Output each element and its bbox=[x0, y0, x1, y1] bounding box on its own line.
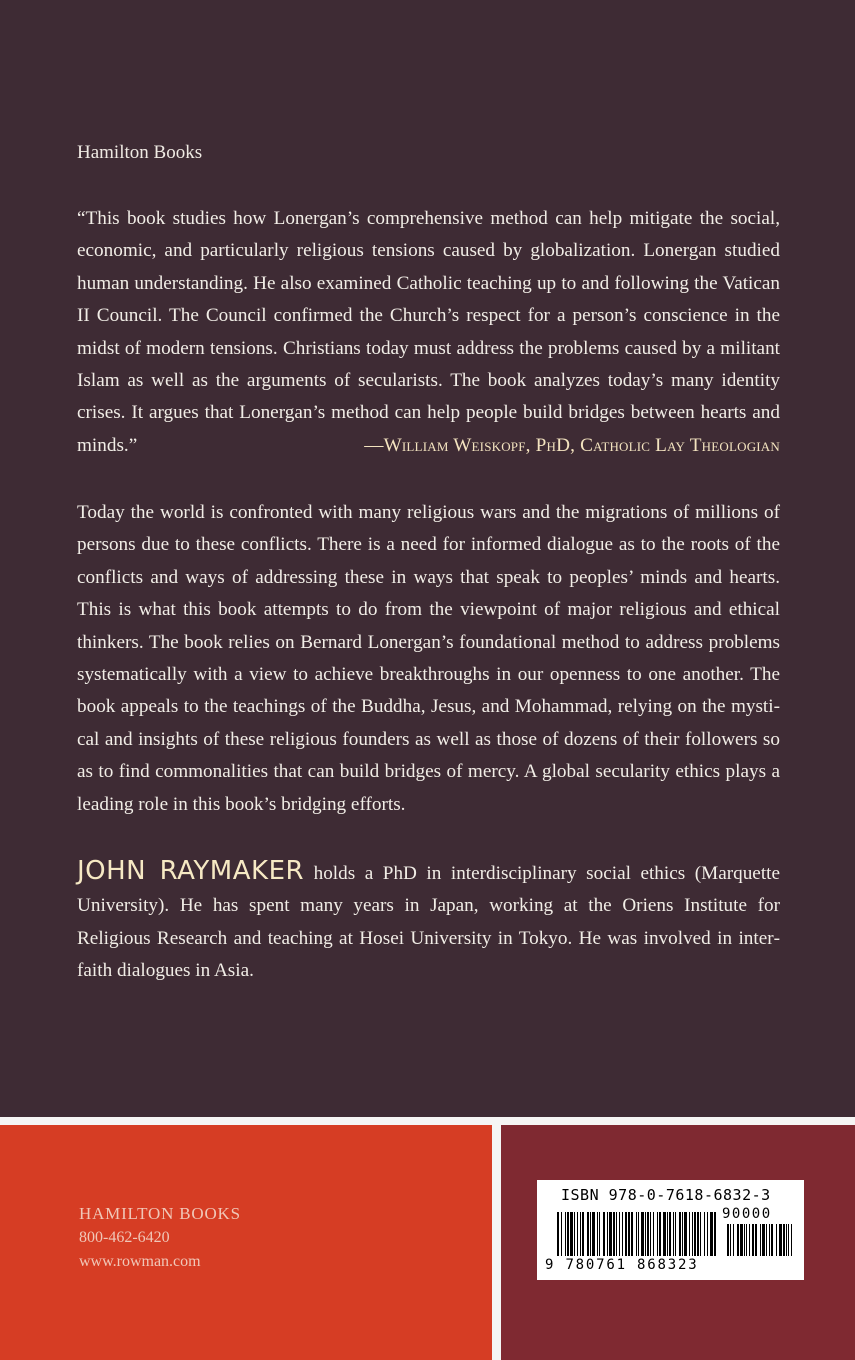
publisher-name-top: Hamilton Books bbox=[77, 142, 203, 163]
author-bio-text: holds a PhD in interdisciplinary social ethics (Marquette University). He has spent many years in Japan, working at the Oriens Institute for Religious Research and teaching at Hosei University in Tokyo. He was involved in interfaith dialogues in Asia. bbox=[77, 863, 780, 982]
endorsement-quote: “This book studies how Lonergan’s comprehensive method can help mitigate the social, economic, and particularly religious tensions caused by globalization. Lonergan studied human understanding. He also examined Catholic teaching up to and following the Vatican II Council. The Council confirmed the Church’s respect for a person’s conscience in the midst of modern tensions. Christians today must address the problems caused by a militant Islam as well as the arguments of secularists. The book analyzes today’s many identity crises. It argues that Lonergan’s method can help people build bridges between hearts and minds.” bbox=[77, 208, 780, 456]
bottom-left-panel bbox=[0, 1125, 492, 1360]
author-name: JOHN RAYMAKER bbox=[77, 856, 305, 886]
publisher-contact-block bbox=[79, 1202, 241, 1274]
barcode-digits: 9 780761 868323 bbox=[545, 1257, 699, 1273]
endorsement-blurb bbox=[77, 203, 780, 462]
bottom-divider bbox=[492, 1125, 501, 1360]
publisher-website: www.rowman.com bbox=[79, 1253, 201, 1270]
publisher-phone: 800-462-6420 bbox=[79, 1229, 170, 1246]
isbn-barcode bbox=[537, 1180, 804, 1280]
endorsement-attribution: —William Weiskopf, PhD, Catholic Lay Theologian bbox=[364, 434, 780, 456]
price-code: 90000 bbox=[722, 1206, 772, 1222]
author-bio bbox=[77, 855, 780, 988]
isbn-label: ISBN 978-0-7618-6832-3 bbox=[561, 1186, 771, 1204]
book-description: Today the world is confronted with many religious wars and the migrations of millions of persons due to these conflicts. There is a need for informed dialogue as to the roots of the conflicts and ways of addressing these in ways that speak to peoples’ minds and hearts. This is what this book attempts to do from the viewpoint of major religious and ethical thinkers. The book relies on Bernard Lonergan’s foundational method to address problems systematically with a view to achieve breakthroughs in our openness to one another. The book appeals to the teachings of the Buddha, Jesus, and Mohammad, relying on the mystical and insights of these religious founders as well as those of dozens of their followers so as to find commonalities that can build bridges of mercy. A global secularity ethics plays a leading role in this book’s bridging efforts. bbox=[77, 502, 780, 815]
barcode-bars bbox=[557, 1206, 797, 1258]
publisher-name: HAMILTON BOOKS bbox=[79, 1204, 241, 1223]
divider-band bbox=[0, 1117, 855, 1125]
